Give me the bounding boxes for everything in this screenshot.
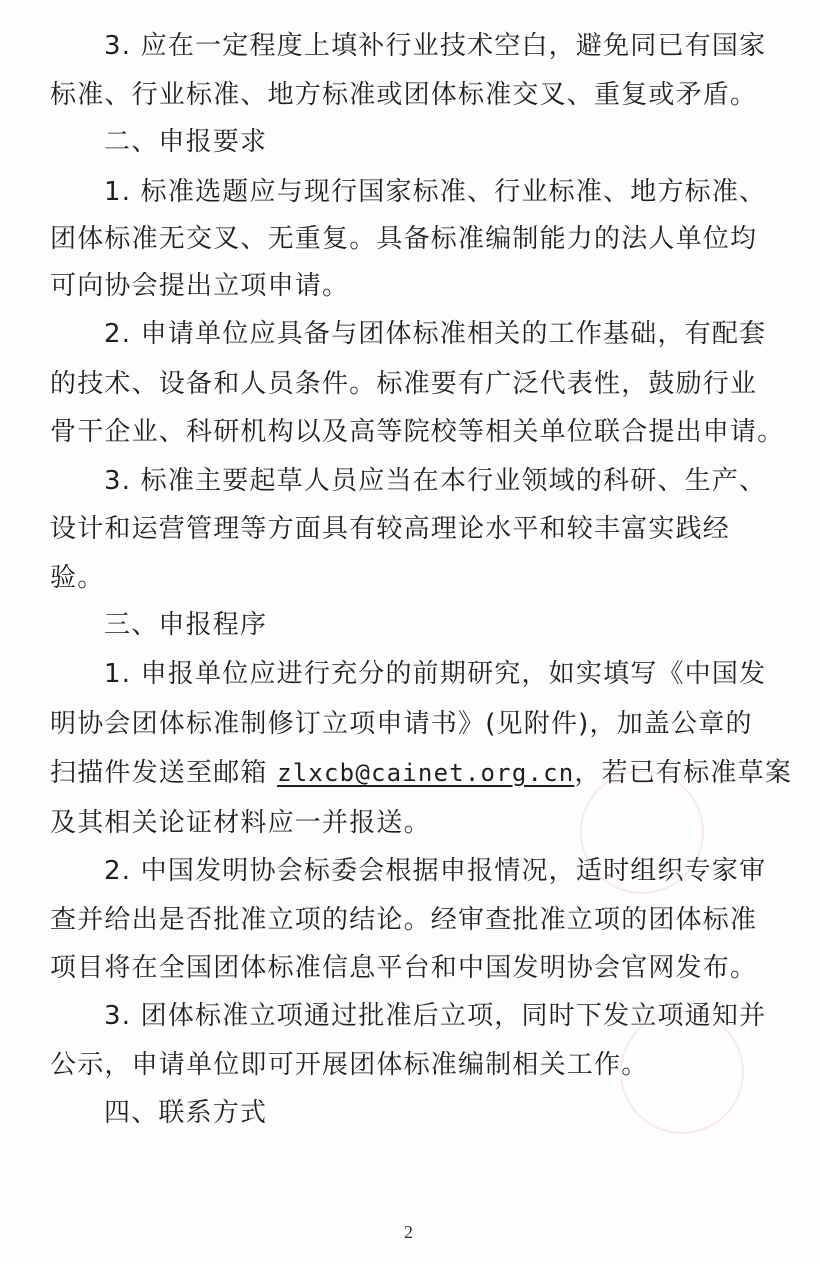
paragraph-line: 查并给出是否批准立项的结论。经审查批准立项的团体标准 bbox=[50, 905, 758, 935]
paragraph-line: 公示，申请单位即可开展团体标准编制相关工作。 bbox=[50, 1050, 649, 1080]
paragraph-line: 标准、行业标准、地方标准或团体标准交叉、重复或矛盾。 bbox=[50, 80, 758, 110]
email-prefix-text: 扫描件发送至邮箱 bbox=[50, 758, 278, 788]
section-heading-procedure: 三、申报程序 bbox=[104, 610, 268, 640]
faint-stamp-mark bbox=[580, 770, 704, 894]
paragraph-line: 可向协会提出立项申请。 bbox=[50, 271, 350, 301]
email-suffix-text: ，若已有标准草案 bbox=[574, 758, 793, 788]
paragraph-line: 1. 标准选题应与现行国家标准、行业标准、地方标准、 bbox=[104, 177, 767, 207]
paragraph-line: 2. 申请单位应具备与团体标准相关的工作基础，有配套 bbox=[104, 319, 767, 349]
paragraph-line: 团体标准无交叉、无重复。具备标准编制能力的法人单位均 bbox=[50, 224, 758, 254]
paragraph-line: 的技术、设备和人员条件。标准要有广泛代表性，鼓励行业 bbox=[50, 369, 758, 399]
section-heading-requirements: 二、申报要求 bbox=[104, 127, 268, 157]
paragraph-line: 骨干企业、科研机构以及高等院校等相关单位联合提出申请。 bbox=[50, 417, 785, 447]
paragraph-line: 3. 团体标准立项通过批准后立项，同时下发立项通知并 bbox=[104, 1001, 767, 1031]
paragraph-line: 3. 应在一定程度上填补行业技术空白，避免同已有国家 bbox=[104, 31, 767, 61]
email-link[interactable]: zlxcb@cainet.org.cn bbox=[277, 759, 575, 787]
paragraph-line: 2. 中国发明协会标委会根据申报情况，适时组织专家审 bbox=[104, 856, 767, 886]
paragraph-line: 明协会团体标准制修订立项申请书》(见附件)，加盖公章的 bbox=[50, 709, 753, 739]
section-heading-contact: 四、联系方式 bbox=[104, 1098, 268, 1128]
paragraph-line: 验。 bbox=[50, 563, 105, 593]
paragraph-line: 设计和运营管理等方面具有较高理论水平和较丰富实践经 bbox=[50, 514, 731, 544]
paragraph-line: 1. 申报单位应进行充分的前期研究，如实填写《中国发 bbox=[104, 659, 767, 689]
page-number: 2 bbox=[404, 1222, 413, 1242]
paragraph-line: 项目将在全国团体标准信息平台和中国发明协会官网发布。 bbox=[50, 953, 758, 983]
faint-stamp-mark bbox=[620, 1010, 744, 1134]
paragraph-line: 及其相关论证材料应一并报送。 bbox=[50, 808, 431, 838]
paragraph-line: 3. 标准主要起草人员应当在本行业领域的科研、生产、 bbox=[104, 466, 767, 496]
